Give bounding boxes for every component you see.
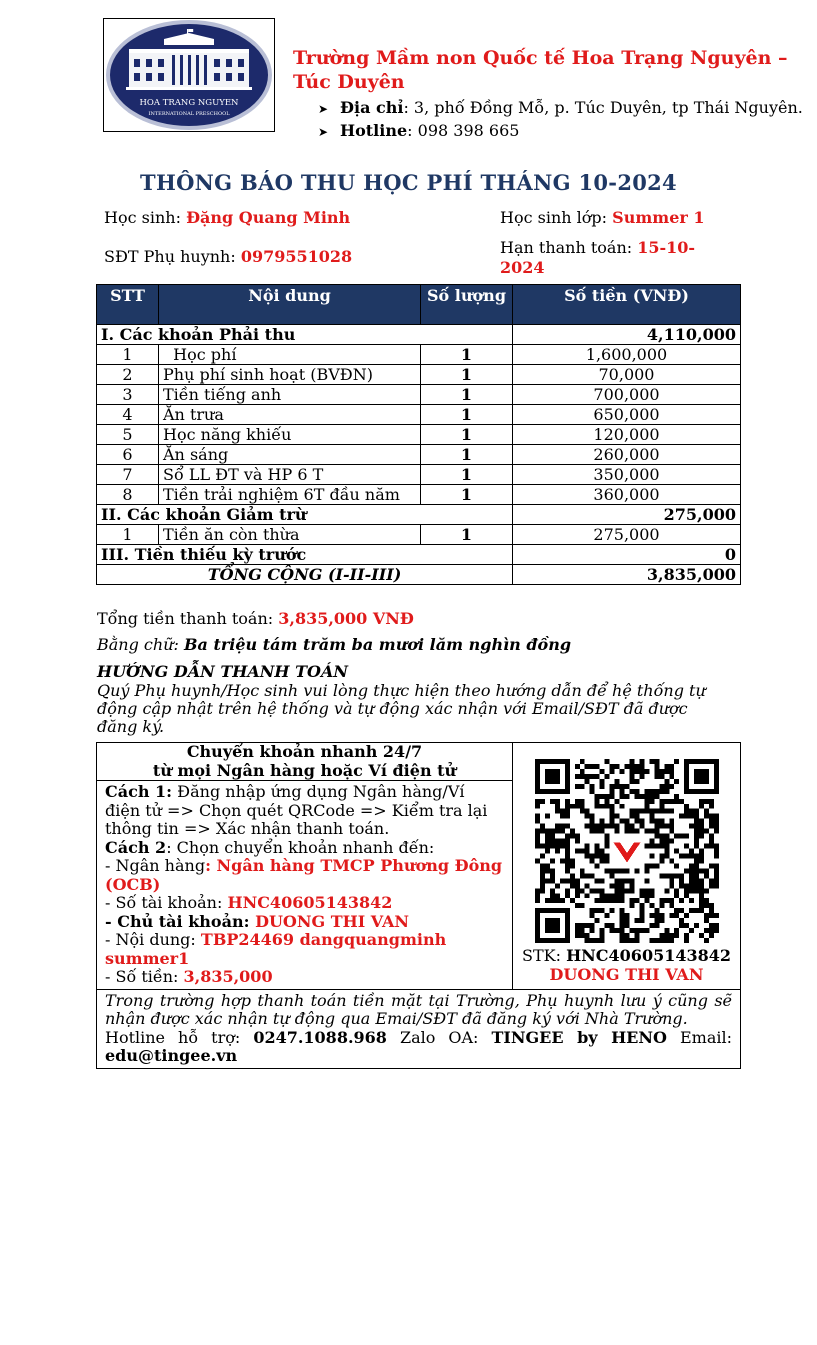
section-label: II. Các khoản Giảm trừ: [97, 505, 513, 525]
amount-in-words-value: Ba triệu tám trăm ba mươi lăm nghìn đồng: [183, 635, 572, 654]
total-payment-line: [97, 610, 414, 628]
col-header-stt: STT: [97, 285, 159, 325]
transfer-amount-line: [105, 968, 504, 987]
transfer-content-line: [105, 931, 504, 968]
support-line: [105, 1029, 732, 1048]
hotline-label: Hotline: [340, 121, 408, 140]
qr-account-owner: DUONG THI VAN: [549, 964, 704, 984]
fee-table: [96, 284, 741, 585]
total-payment-label: Tổng tiền thanh toán:: [97, 609, 274, 628]
deadline-part2: 2024: [500, 258, 545, 277]
deadline-line: [500, 238, 720, 278]
table-row: [97, 365, 741, 385]
arrow-bullet-icon: ➤: [318, 102, 329, 116]
bank-value: : Ngân hàng TMCP Phương Đông (OCB): [105, 856, 503, 894]
row-content: Học năng khiếu: [159, 425, 421, 445]
email-label: Email:: [666, 1027, 732, 1047]
parent-phone: 0979551028: [240, 247, 353, 266]
deadline-part1: 15-10-: [637, 238, 696, 257]
parent-phone-line: [104, 247, 352, 267]
method-1-label: Cách 1:: [105, 782, 173, 801]
row-amount: 260,000: [513, 445, 741, 465]
transfer-amount-label: - Số tiền:: [105, 967, 184, 986]
zalo-label: Zalo OA:: [386, 1027, 492, 1047]
row-stt: 8: [97, 485, 159, 505]
qr-stk-value: HNC40605143842: [566, 946, 731, 965]
school-hotline: [318, 121, 519, 142]
amount-in-words-label: Bằng chữ:: [97, 635, 179, 654]
section-total: 4,110,000: [513, 325, 741, 345]
row-content: Ăn sáng: [159, 445, 421, 465]
address-label: Địa chỉ: [340, 98, 404, 117]
document-title: THÔNG BÁO THU HỌC PHÍ THÁNG 10-2024: [140, 170, 677, 195]
deadline-label: Hạn thanh toán:: [500, 238, 633, 257]
section-row-receivables: [97, 325, 741, 345]
bank-line: [105, 857, 504, 894]
total-payment-value: 3,835,000 VNĐ: [278, 609, 414, 628]
transfer-methods: [97, 781, 513, 990]
student-name-label: Học sinh:: [104, 208, 181, 227]
row-stt: 3: [97, 385, 159, 405]
row-stt: 2: [97, 365, 159, 385]
section-total: 0: [513, 545, 741, 565]
row-quantity: 1: [421, 385, 513, 405]
row-content: Tiền tiếng anh: [159, 385, 421, 405]
section-label: III. Tiền thiếu kỳ trước: [97, 545, 513, 565]
qr-stk-label: STK:: [522, 946, 567, 965]
row-stt: 7: [97, 465, 159, 485]
transfer-box-title: [97, 743, 513, 781]
student-class: Summer 1: [612, 208, 705, 227]
row-stt: 1: [97, 345, 159, 365]
support-hotline-value: 0247.1088.968: [253, 1027, 387, 1047]
row-amount: 650,000: [513, 405, 741, 425]
grand-total-value: 3,835,000: [513, 565, 741, 585]
row-stt: 6: [97, 445, 159, 465]
table-row: [97, 465, 741, 485]
arrow-bullet-icon: ➤: [318, 125, 329, 139]
method-2: [105, 839, 504, 858]
row-quantity: 1: [421, 445, 513, 465]
school-logo: [103, 18, 275, 132]
row-quantity: 1: [421, 365, 513, 385]
section-row-previous-debt: [97, 545, 741, 565]
qr-cell: [513, 743, 741, 990]
qr-account-line: [517, 947, 736, 966]
table-row: [97, 385, 741, 405]
school-name: Trường Mầm non Quốc tế Hoa Trạng Nguyên – Túc Duyên: [293, 47, 788, 93]
row-stt: 4: [97, 405, 159, 425]
grand-total-label: TỔNG CỘNG (I-II-III): [97, 565, 513, 585]
row-quantity: 1: [421, 425, 513, 445]
support-email: edu@tingee.vn: [105, 1046, 238, 1065]
parent-phone-label: SĐT Phụ huynh:: [104, 247, 236, 266]
payment-instructions-table: [96, 742, 741, 1069]
row-content: Ăn trưa: [159, 405, 421, 425]
zalo-value: TINGEE by HENO: [491, 1027, 667, 1047]
logo-text-line2: INTERNATIONAL PRESCHOOL: [148, 111, 230, 117]
table-row: [97, 345, 741, 365]
table-row: [97, 525, 741, 545]
account-label: - Số tài khoản:: [105, 893, 228, 912]
row-amount: 70,000: [513, 365, 741, 385]
account-value: HNC40605143842: [227, 893, 393, 912]
student-name: Đặng Quang Minh: [186, 208, 351, 227]
transfer-amount-value: 3,835,000: [183, 967, 273, 986]
table-row: [97, 425, 741, 445]
row-amount: 275,000: [513, 525, 741, 545]
table-row: [97, 445, 741, 465]
row-content: Học phí: [159, 345, 421, 365]
cash-payment-note: [97, 989, 741, 1068]
student-name-line: [104, 208, 350, 228]
row-quantity: 1: [421, 345, 513, 365]
student-class-line: [500, 208, 705, 228]
transfer-content-value: TBP24469 dangquangminh summer1: [105, 930, 447, 968]
owner-label: - Chủ tài khoản:: [105, 911, 256, 931]
method-1: [105, 783, 504, 839]
row-amount: 1,600,000: [513, 345, 741, 365]
table-row: [97, 485, 741, 505]
owner-line: [105, 913, 504, 932]
payment-qr-code-icon: [535, 759, 719, 943]
hotline-value: : 098 398 665: [407, 121, 520, 140]
row-content: Tiền ăn còn thừa: [159, 525, 421, 545]
transfer-title-line2: từ mọi Ngân hàng hoặc Ví điện tử: [152, 760, 457, 780]
bank-label: - Ngân hàng: [105, 856, 206, 875]
row-content: Phụ phí sinh hoạt (BVĐN): [159, 365, 421, 385]
method-2-text: : Chọn chuyển khoản nhanh đến:: [166, 837, 435, 857]
row-amount: 360,000: [513, 485, 741, 505]
support-hotline-label: Hotline hỗ trợ:: [105, 1027, 254, 1047]
row-amount: 700,000: [513, 385, 741, 405]
table-row: [97, 405, 741, 425]
transfer-title-line1: Chuyển khoản nhanh 24/7: [186, 742, 423, 761]
table-header-row: [97, 285, 741, 325]
section-row-deductions: [97, 505, 741, 525]
owner-value: DUONG THI VAN: [255, 911, 409, 931]
logo-text-line1: HOA TRANG NGUYEN: [139, 98, 239, 108]
payment-guide-intro: Quý Phụ huynh/Học sinh vui lòng thực hiện theo hướng dẫn để hệ thống tự động cập nhật trên hệ thống và tự động xác nhận với Email/SĐT đã được đăng ký.: [97, 681, 706, 736]
row-quantity: 1: [421, 525, 513, 545]
row-amount: 350,000: [513, 465, 741, 485]
section-label: I. Các khoản Phải thu: [97, 325, 513, 345]
cash-note-text: Trong trường hợp thanh toán tiền mặt tại Trường, Phụ huynh lưu ý cũng sẽ nhận được xác nhận tự động qua Emai/SĐT đã đăng ký với Nhà Trường.: [105, 990, 732, 1028]
student-class-label: Học sinh lớp:: [500, 208, 608, 227]
amount-in-words-line: [97, 636, 571, 654]
address-value: : 3, phố Đồng Mỗ, p. Túc Duyên, tp Thái Nguyên.: [403, 98, 803, 117]
row-stt: 5: [97, 425, 159, 445]
row-content: Tiền trải nghiệm 6T đầu năm: [159, 485, 421, 505]
row-amount: 120,000: [513, 425, 741, 445]
method-1-text: Đăng nhập ứng dụng Ngân hàng/Ví điện tử => Chọn quét QRCode => Kiểm tra lại thông tin => Xác nhận thanh toán.: [105, 782, 488, 838]
row-stt: 1: [97, 525, 159, 545]
row-quantity: 1: [421, 405, 513, 425]
section-total: 275,000: [513, 505, 741, 525]
payment-guide-title: HƯỚNG DẪN THANH TOÁN: [97, 662, 348, 681]
account-line: [105, 894, 504, 913]
school-address: [318, 98, 803, 119]
method-2-label: Cách 2: [105, 837, 167, 857]
row-content: Sổ LL ĐT và HP 6 T: [159, 465, 421, 485]
logo-emblem-icon: [104, 19, 274, 131]
transfer-content-label: - Nội dung:: [105, 930, 201, 949]
col-header-content: Nội dung: [159, 285, 421, 325]
row-quantity: 1: [421, 485, 513, 505]
col-header-quantity: Số lượng: [421, 285, 513, 325]
row-quantity: 1: [421, 465, 513, 485]
col-header-amount: Số tiền (VNĐ): [513, 285, 741, 325]
grand-total-row: [97, 565, 741, 585]
